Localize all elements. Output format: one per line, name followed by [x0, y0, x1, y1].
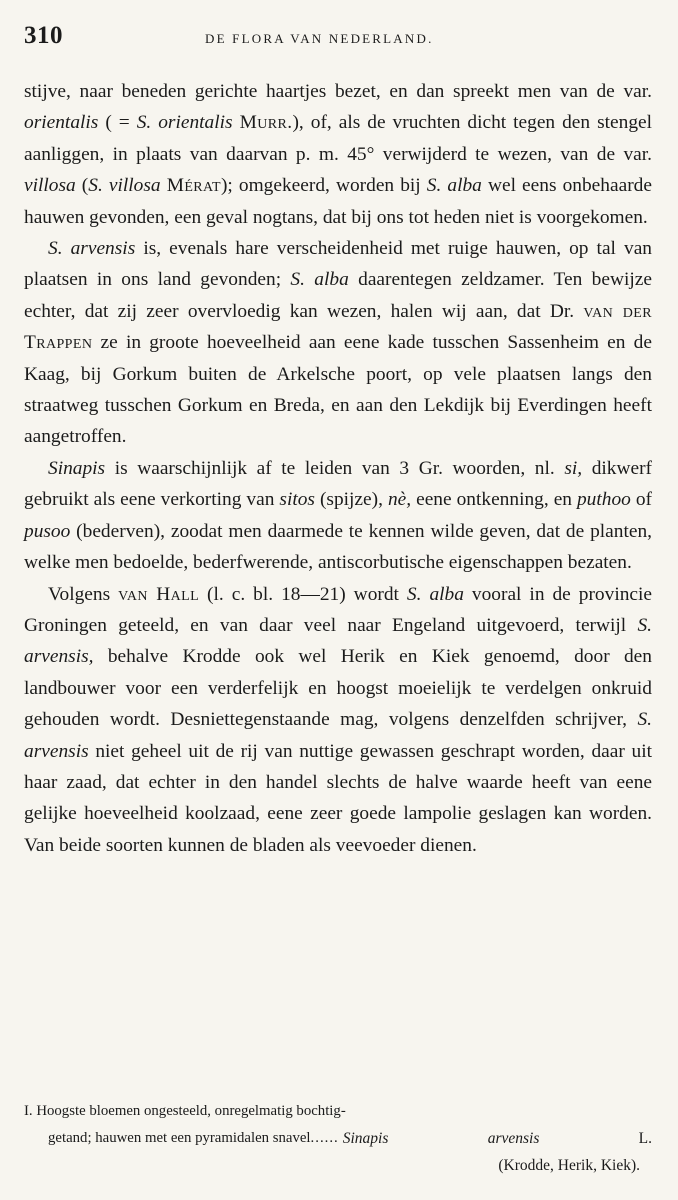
author-name: van der Trappen — [24, 300, 652, 354]
italic-run: S. orientalis — [136, 112, 233, 134]
italic-run: si, — [564, 457, 583, 479]
text-run: (spijze), — [314, 489, 388, 511]
italic-run: S. villosa — [88, 175, 161, 197]
italic-run: nè, — [387, 489, 412, 511]
italic-run: villosa — [24, 175, 76, 197]
text-run: eene ontkenning, en — [411, 489, 577, 511]
genus: Sinapis — [342, 1130, 389, 1147]
italic-run: S. alba — [406, 583, 464, 605]
text-run: is, evenals hare verscheidenheid met ruige hauwen, op tal van plaatsen in ons land gevonden; — [24, 238, 652, 291]
paragraph-2 — [24, 233, 652, 453]
identification-key — [24, 1098, 652, 1179]
paragraph-4 — [24, 579, 652, 862]
italic-run: Sinapis — [48, 457, 106, 479]
text-run: ), of, als de vruchten dicht tegen den stengel aanliggen, in plaats van daarvan p. m. 45° verwijderd te wezen, van de var. — [24, 112, 653, 165]
text-run — [233, 112, 240, 133]
italic-run: S. alba — [290, 269, 349, 291]
italic-run: S. alba — [426, 175, 482, 197]
text-run: of — [630, 489, 653, 511]
italic-run: S. arvensis, — [24, 614, 652, 668]
body-text — [24, 76, 652, 861]
text-run: niet geheel uit de rij van nuttige gewassen geschrapt worden, daar uit haar zaad, dat echter in den handel slechts de halve waarde heeft van eene gelijke hoeveelheid koolzaad, eene zeer goede lampolie geslagen kan worden. Van beide soorten kunnen de bladen als veevoeder dienen. — [24, 740, 652, 856]
text-run: ( = — [98, 112, 137, 134]
author-name: Murr. — [239, 112, 293, 134]
text-run: (l. c. bl. 18—21) wordt — [199, 583, 407, 605]
text-run: dikwerf gebruikt als eene verkorting van — [24, 457, 652, 511]
italic-run: sitos — [279, 489, 315, 511]
page-number: 310 — [24, 22, 63, 49]
text-run: is waarschijnlijk af te leiden van 3 Gr. woorden, nl. — [105, 457, 565, 479]
text-run: (bederven), zoodat men daarmede te kennen wilde geven, dat de planten, welke men bedoelde, bederfwerende, antiscorbutische eigenschappen bezaten. — [24, 520, 652, 574]
author-name: van Hall — [118, 583, 200, 605]
key-description: getand; hauwen met een pyramidalen snavel — [48, 1130, 311, 1146]
text-run: vooral in de provincie Groningen geteeld, en van daar veel naar Engeland uitgevoerd, terwijl — [24, 583, 653, 636]
text-run: daarentegen zeldzamer. Ten bewijze echter, dat zij zeer overvloedig kan wezen, halen wij aan, dat Dr. — [24, 269, 652, 322]
key-line-2 — [24, 1125, 652, 1152]
species: arvensis — [487, 1130, 540, 1147]
italic-run: pusoo — [24, 520, 71, 542]
running-title: DE FLORA VAN NEDERLAND. — [205, 31, 434, 46]
italic-run: orientalis — [24, 112, 99, 134]
key-line-1: I. Hoogste bloemen ongesteeld, onregelmatig bochtig- — [24, 1103, 346, 1119]
text-run: wel eens onbehaarde hauwen gevonden, een geval nogtans, dat bij ons tot heden niet is voorgekomen. — [24, 175, 652, 228]
vernacular-names: (Krodde, Herik, Kiek). — [498, 1157, 640, 1174]
leader-dots: ...... — [310, 1130, 339, 1146]
text-run: ze in groote hoeveelheid aan eene kade tusschen Sassenheim en de Kaag, bij Gorkum buiten de Arkelsche poort, op vele plaatsen langs den straatweg tusschen Gorkum en Breda, en aan den Lekdijk bij Everdingen heeft aangetroffen. — [24, 332, 652, 448]
species-name — [339, 1125, 652, 1152]
text-run: stijve, naar beneden gerichte haartjes bezet, en dan spreekt men van de var. — [24, 81, 652, 102]
text-run: Volgens — [48, 583, 119, 605]
author-name: Mérat — [166, 175, 221, 197]
page-header — [0, 22, 678, 54]
paragraph-3 — [24, 453, 652, 579]
paragraph-1 — [24, 76, 652, 233]
italic-run: S. arvensis — [48, 238, 136, 260]
text-run: ); omgekeerd, worden bij — [220, 175, 427, 197]
italic-run: S. arvensis — [24, 709, 652, 762]
authority: L. — [638, 1130, 652, 1147]
text-run: ( — [75, 175, 89, 197]
text-run: behalve Krodde ook wel Herik en Kiek genoemd, door den landbouwer voor een verderfelijk en hoogst moeielijk te verdelgen onkruid gehouden wordt. Desniettegenstaande mag, volgens denzelfden schrijver, — [24, 646, 652, 731]
italic-run: puthoo — [576, 489, 631, 511]
